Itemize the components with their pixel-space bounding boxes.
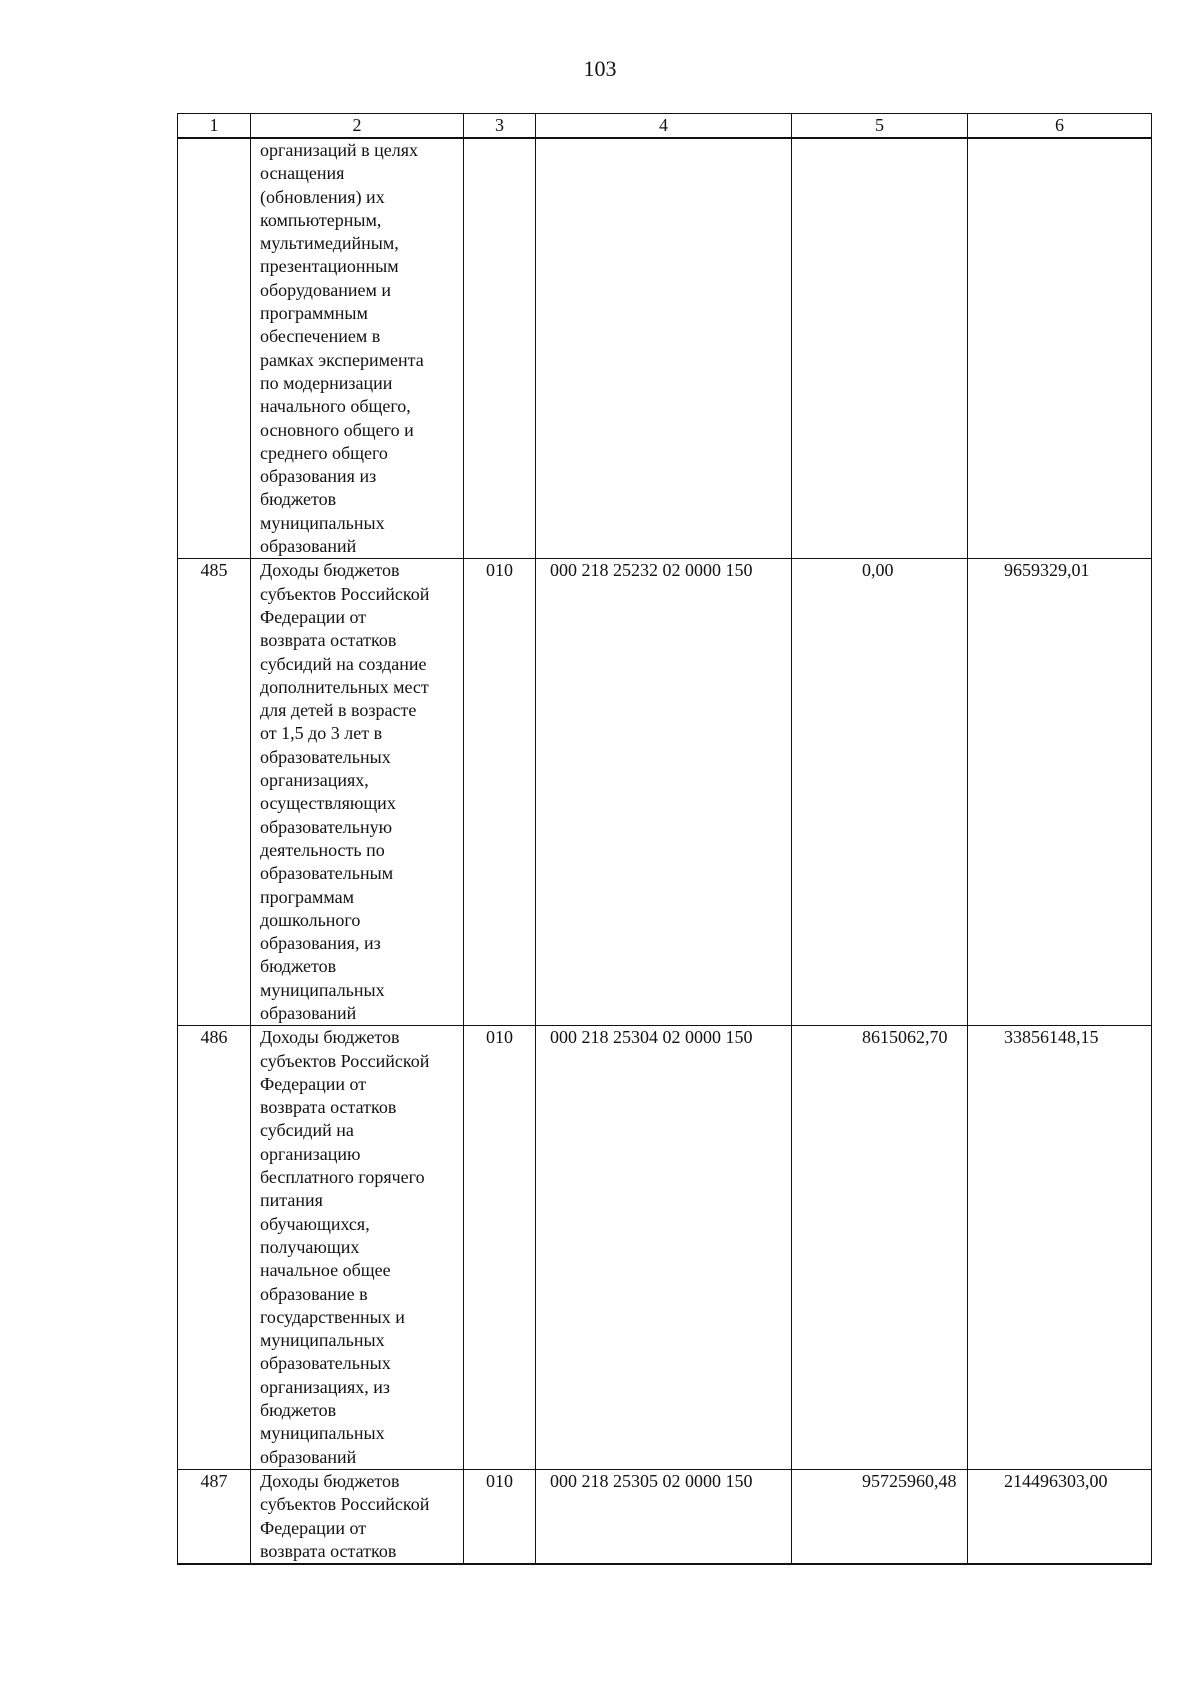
- header-col-2: 2: [251, 114, 464, 139]
- description-line: компьютерным,: [260, 209, 382, 230]
- description-line: среднего общего: [260, 442, 388, 463]
- description-line: презентационным: [260, 256, 399, 277]
- header-col-5: 5: [792, 114, 968, 139]
- description-line: возврата остатков: [260, 630, 397, 651]
- description-line: субсидий на: [260, 1120, 354, 1141]
- header-col-1: 1: [178, 114, 251, 139]
- description-line: муниципальных: [260, 979, 385, 1000]
- budget-classification-code: 000 218 25305 02 0000 150: [536, 1469, 792, 1564]
- description-line: субсидий на создание: [260, 653, 427, 674]
- description-line: организацию: [260, 1143, 361, 1164]
- row-description: [251, 559, 464, 1026]
- description-line: от 1,5 до 3 лет в: [260, 723, 383, 744]
- description-line: субъектов Российской: [260, 1050, 430, 1071]
- description-line: субъектов Российской: [260, 583, 430, 604]
- amount-column-6: 214496303,00: [968, 1469, 1152, 1564]
- description-line: Доходы бюджетов: [260, 1470, 400, 1491]
- description-line: муниципальных: [260, 512, 385, 533]
- description-line: Федерации от: [260, 606, 367, 627]
- description-line: образования из: [260, 466, 377, 487]
- amount-column-6: 9659329,01: [968, 559, 1152, 1026]
- description-line: рамках эксперимента: [260, 349, 424, 370]
- description-line: (обновления) их: [260, 186, 385, 207]
- description-line: осуществляющих: [260, 793, 396, 814]
- description-line: образовательных: [260, 1353, 391, 1374]
- amount-column-5: [792, 138, 968, 559]
- description-line: организациях, из: [260, 1376, 391, 1397]
- budget-classification-code: 000 218 25232 02 0000 150: [536, 559, 792, 1026]
- amount-column-6: [968, 138, 1152, 559]
- description-line: обучающихся,: [260, 1213, 370, 1234]
- row-number: [178, 138, 251, 559]
- row-description: [251, 138, 464, 559]
- amount-column-5: 95725960,48: [792, 1469, 968, 1564]
- admin-code: 010: [464, 1026, 536, 1470]
- description-line: муниципальных: [260, 1330, 385, 1351]
- description-line: муниципальных: [260, 1423, 385, 1444]
- description-line: образование в: [260, 1283, 368, 1304]
- budget-classification-code: [536, 138, 792, 559]
- description-line: для детей в возрасте: [260, 700, 417, 721]
- description-line: по модернизации: [260, 372, 393, 393]
- table-body: [178, 138, 1152, 1564]
- description-line: образований: [260, 536, 357, 557]
- description-line: обеспечением в: [260, 326, 381, 347]
- description-line: Федерации от: [260, 1517, 367, 1538]
- admin-code: 010: [464, 559, 536, 1026]
- description-line: образовательным: [260, 863, 394, 884]
- amount-column-5: 8615062,70: [792, 1026, 968, 1470]
- description-line: бесплатного горячего: [260, 1167, 425, 1188]
- row-number: 485: [178, 559, 251, 1026]
- row-number: 486: [178, 1026, 251, 1470]
- description-line: мультимедийным,: [260, 233, 399, 254]
- header-col-6: 6: [968, 114, 1152, 139]
- table-row: [178, 138, 1152, 559]
- description-line: оснащения: [260, 163, 345, 184]
- budget-table: [177, 113, 1152, 1565]
- description-line: государственных и: [260, 1306, 405, 1327]
- header-row: [178, 114, 1152, 139]
- admin-code: 010: [464, 1469, 536, 1564]
- description-line: программным: [260, 303, 368, 324]
- description-line: образований: [260, 1446, 357, 1467]
- description-line: организаций в целях: [260, 140, 419, 160]
- description-line: образовательных: [260, 746, 391, 767]
- row-description: [251, 1026, 464, 1470]
- description-line: бюджетов: [260, 489, 337, 510]
- description-line: образования, из: [260, 933, 381, 954]
- description-line: образовательную: [260, 816, 393, 837]
- description-line: бюджетов: [260, 1400, 337, 1421]
- description-line: питания: [260, 1190, 323, 1211]
- amount-column-5: 0,00: [792, 559, 968, 1026]
- header-col-4: 4: [536, 114, 792, 139]
- description-line: образований: [260, 1002, 357, 1023]
- description-line: Доходы бюджетов: [260, 1027, 400, 1048]
- description-line: Доходы бюджетов: [260, 560, 400, 581]
- description-line: субъектов Российской: [260, 1494, 430, 1515]
- description-line: возврата остатков: [260, 1540, 397, 1561]
- description-line: получающих: [260, 1236, 360, 1257]
- description-line: дошкольного: [260, 909, 361, 930]
- table-row: [178, 1026, 1152, 1470]
- description-line: программам: [260, 886, 355, 907]
- page-number: 103: [583, 56, 617, 81]
- table-row: [178, 1469, 1152, 1564]
- description-line: деятельность по: [260, 839, 385, 860]
- admin-code: [464, 138, 536, 559]
- description-line: бюджетов: [260, 956, 337, 977]
- description-line: основного общего и: [260, 419, 414, 440]
- description-line: начальное общее: [260, 1260, 391, 1281]
- row-number: 487: [178, 1469, 251, 1564]
- description-line: начального общего,: [260, 396, 411, 417]
- description-line: возврата остатков: [260, 1097, 397, 1118]
- table-row: [178, 559, 1152, 1026]
- header-col-3: 3: [464, 114, 536, 139]
- description-line: Федерации от: [260, 1073, 367, 1094]
- description-line: организациях,: [260, 770, 369, 791]
- description-line: оборудованием и: [260, 279, 391, 300]
- description-line: дополнительных мест: [260, 676, 429, 697]
- row-description: [251, 1469, 464, 1564]
- amount-column-6: 33856148,15: [968, 1026, 1152, 1470]
- budget-classification-code: 000 218 25304 02 0000 150: [536, 1026, 792, 1470]
